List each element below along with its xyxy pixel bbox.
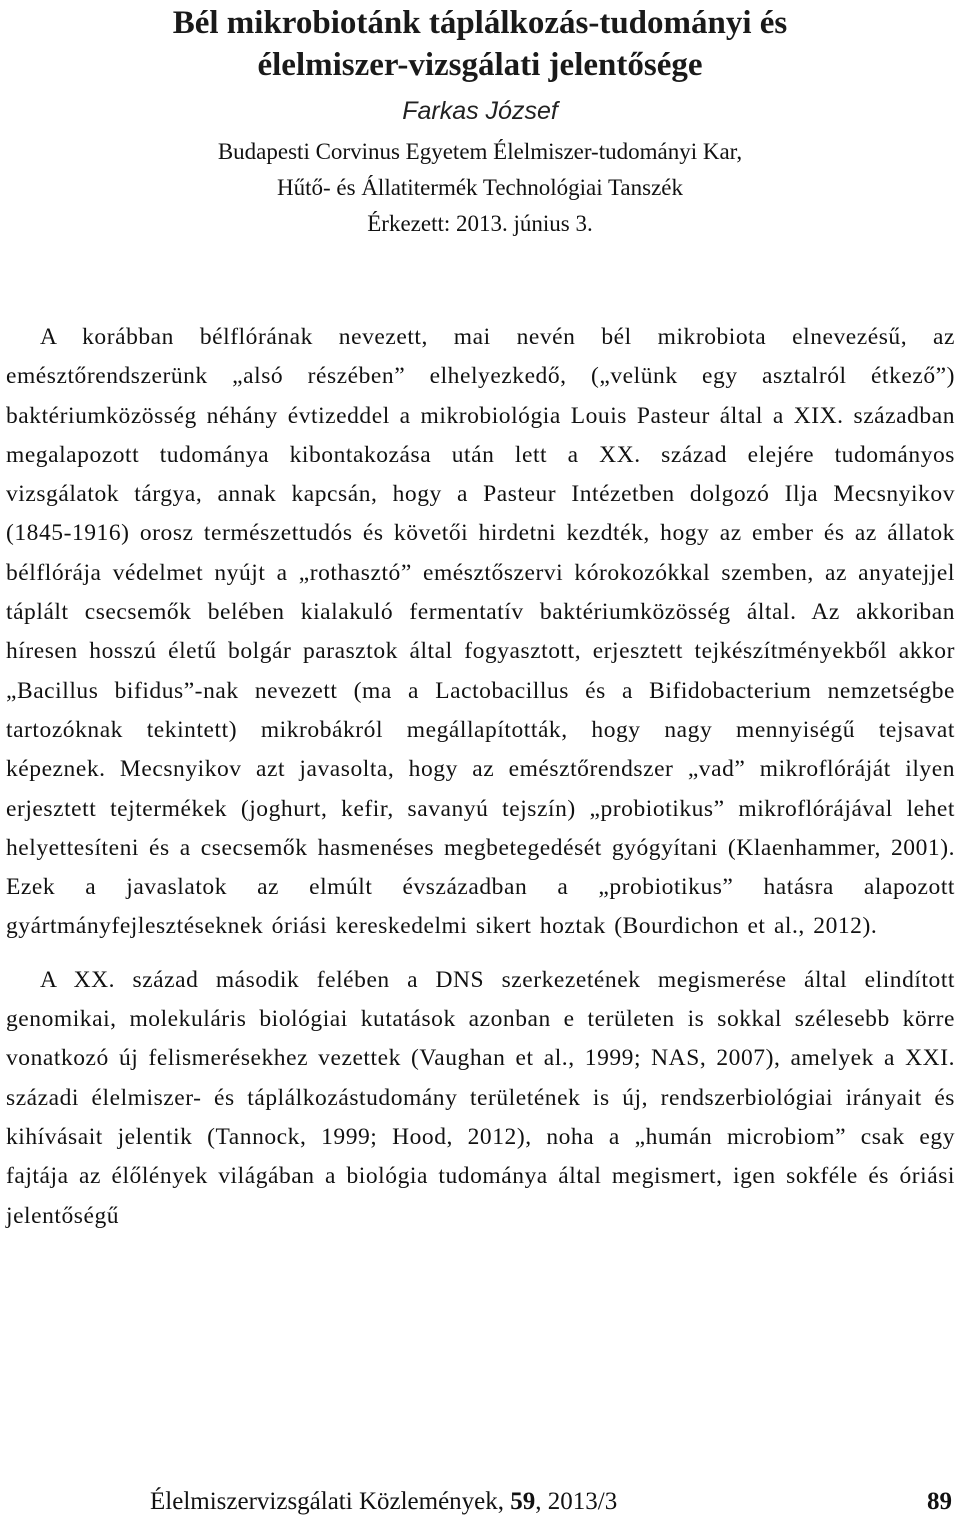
body-paragraph-1: A korábban bélflórának nevezett, mai nevén bél mikrobiota elnevezésű, az emésztőrendszerünk „alsó részében” elhelyezkedő, („velünk egy asztalról étkező”) baktériumközösség néhány évtizeddel a mikrobiológia Louis Pasteur által a XIX. században megalapozott tudománya kibontakozása után lett a XX. század elejére tudományos vizsgálatok tárgya, annak kapcsán, hogy a Pasteur Intézetben dolgozó Ilja Mecsnyikov (1845-1916) orosz természettudós és követői hirdetni kezdték, hogy az ember és az állatok bélflórája védelmet nyújt a „rothasztó” emésztőszervi kórokozókkal szemben, az anyatejjel táplált csecsemők belében kialakuló fermentatív baktériumközösség által. Az akkoriban híresen hosszú életű bolgár parasztok által fogyasztott, erjesztett tejkészítményekből akkor „Bacillus bifidus”-nak nevezett (ma a Lactobacillus és a Bifidobacterium nemzetségbe tartozóknak tekintett) mikrobákról megállapították, hogy nagy mennyiségű tejsavat képeznek. Mecsnyikov azt javasolta, hogy az emésztőrendszer „vad” mikroflóráját ilyen erjesztett tejtermékek (joghurt, kefir, savanyú tejszín) „probiotikus” mikroflórájával lehet helyettesíteni és a csecsemők hasmenéses megbetegedését gyógyítani (Klaenhammer, 2001). Ezek a javaslatok az elmúlt évszázadban a „probiotikus” hatásra alapozott gyártmányfejlesztéseknek óriási kereskedelmi sikert hoztak (Bourdichon et al., 2012). bbox=[6, 324, 955, 940]
article-body bbox=[6, 318, 955, 1236]
body-paragraph-2: A XX. század második felében a DNS szerkezetének megismerése által elindított genomikai, molekuláris biológiai kutatások azonban e területen is sokkal szélesebb körre vonatkozó új felismerésekhez vezettek (Vaughan et al., 1999; NAS, 2007), amelyek a XXI. századi élelmiszer- és táplálkozástudomány területének is új, rendszerbiológiai irányait és kihívásait jelentik (Tannock, 1999; Hood, 2012), noha a „humán microbiom” csak egy fajtája az élőlények világában a biológia tudománya által megismert, igen sokféle és óriási jelentőségű bbox=[6, 966, 955, 1229]
affiliation-line-1: Budapesti Corvinus Egyetem Élelmiszer-tudományi Kar, bbox=[217, 139, 743, 164]
page-number: 89 bbox=[927, 1488, 952, 1515]
article-title bbox=[0, 0, 960, 86]
author-name: Farkas József bbox=[402, 97, 558, 125]
affiliation-block bbox=[0, 134, 960, 242]
journal-issue: , 2013/3 bbox=[535, 1488, 618, 1515]
journal-name: Élelmiszervizsgálati Közlemények, bbox=[150, 1488, 505, 1515]
page-footer bbox=[0, 1484, 960, 1520]
received-date: Érkezett: 2013. június 3. bbox=[367, 211, 593, 236]
article-title-line-1: Bél mikrobiotánk táplálkozás-tudományi és bbox=[172, 5, 788, 41]
article-title-line-2: élelmiszer-vizsgálati jelentősége bbox=[257, 47, 703, 83]
journal-volume: 59 bbox=[510, 1488, 536, 1515]
affiliation-line-2: Hűtő- és Állatitermék Technológiai Tanszék bbox=[277, 175, 683, 200]
journal-citation bbox=[150, 1484, 617, 1520]
